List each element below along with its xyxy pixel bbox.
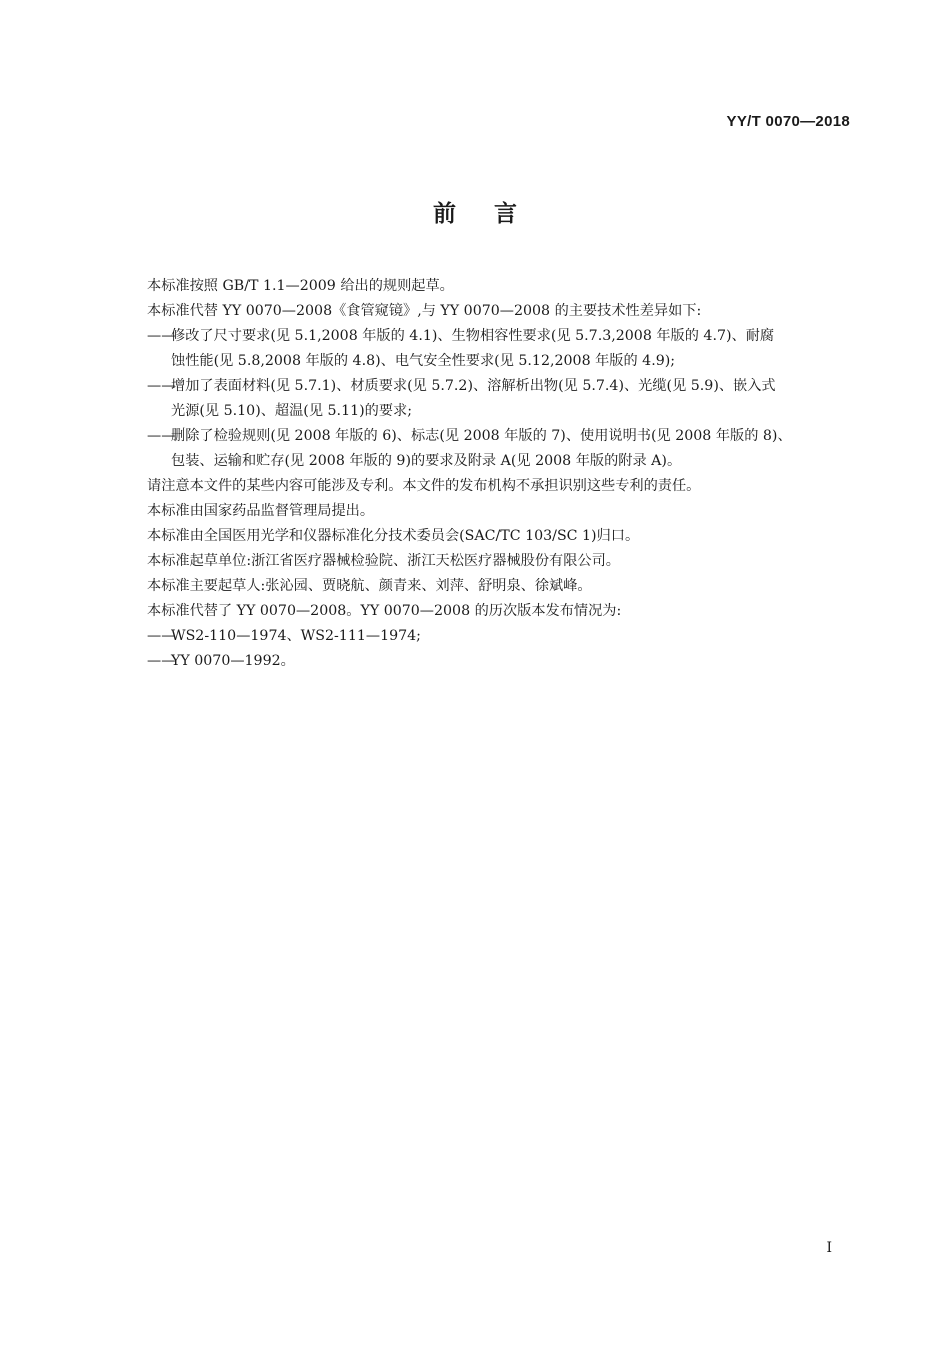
paragraph-proposed-by: 本标准由国家药品监督管理局提出。 (147, 503, 375, 519)
change-item-text (171, 324, 859, 374)
change-item-line: 删除了检验规则(见 2008 年版的 6)、标志(见 2008 年版的 7)、使用说明书(见 2008 年版的 8)、 (171, 428, 792, 444)
history-item-text: YY 0070—1992。 (171, 653, 295, 669)
paragraph-centralized-by: 本标准由全国医用光学和仪器标准化分技术委员会(SAC/TC 103/SC 1)归口。 (147, 528, 640, 544)
change-item-added (147, 374, 859, 424)
change-item-modified (147, 324, 859, 374)
dash-marker: —— (147, 653, 176, 669)
change-item-line: 蚀性能(见 5.8,2008 年版的 4.8)、电气安全性要求(见 5.12,2008 年版的 4.9); (171, 353, 676, 369)
change-item-line: 增加了表面材料(见 5.7.1)、材质要求(见 5.7.2)、溶解析出物(见 5.7.4)、光缆(见 5.9)、嵌入式 (171, 378, 776, 394)
change-item-line: 修改了尺寸要求(见 5.1,2008 年版的 4.1)、生物相容性要求(见 5.7.3,2008 年版的 4.7)、耐腐 (171, 328, 775, 344)
paragraph-drafting-rules: 本标准按照 GB/T 1.1—2009 给出的规则起草。 (147, 278, 454, 294)
history-item (147, 649, 859, 674)
page-title: 前言 (433, 201, 555, 227)
standard-code: YY/T 0070—2018 (726, 113, 850, 130)
change-item-line: 包装、运输和贮存(见 2008 年版的 9)的要求及附录 A(见 2008 年版的附录 A)。 (171, 453, 682, 469)
change-item-line: 光源(见 5.10)、超温(见 5.11)的要求; (171, 403, 412, 419)
dash-marker: —— (147, 428, 176, 444)
page-number: I (826, 1240, 832, 1256)
change-item-text (171, 424, 859, 474)
paragraph-drafters: 本标准主要起草人:张沁园、贾晓航、颜青来、刘萍、舒明泉、徐斌峰。 (147, 578, 592, 594)
history-item-text: WS2-110—1974、WS2-111—1974; (171, 628, 421, 644)
dash-marker: —— (147, 328, 176, 344)
dash-marker: —— (147, 378, 176, 394)
history-item (147, 624, 859, 649)
change-item-deleted (147, 424, 859, 474)
paragraph-replaces: 本标准代替 YY 0070—2008《食管窥镜》,与 YY 0070—2008 的主要技术性差异如下: (147, 303, 702, 319)
paragraph-patent-notice: 请注意本文件的某些内容可能涉及专利。本文件的发布机构不承担识别这些专利的责任。 (147, 478, 701, 494)
dash-marker: —— (147, 628, 176, 644)
foreword-body (147, 274, 859, 674)
paragraph-history-intro: 本标准代替了 YY 0070—2008。YY 0070—2008 的历次版本发布情况为: (147, 603, 622, 619)
change-item-text (171, 374, 859, 424)
paragraph-drafting-units: 本标准起草单位:浙江省医疗器械检验院、浙江天松医疗器械股份有限公司。 (147, 553, 620, 569)
